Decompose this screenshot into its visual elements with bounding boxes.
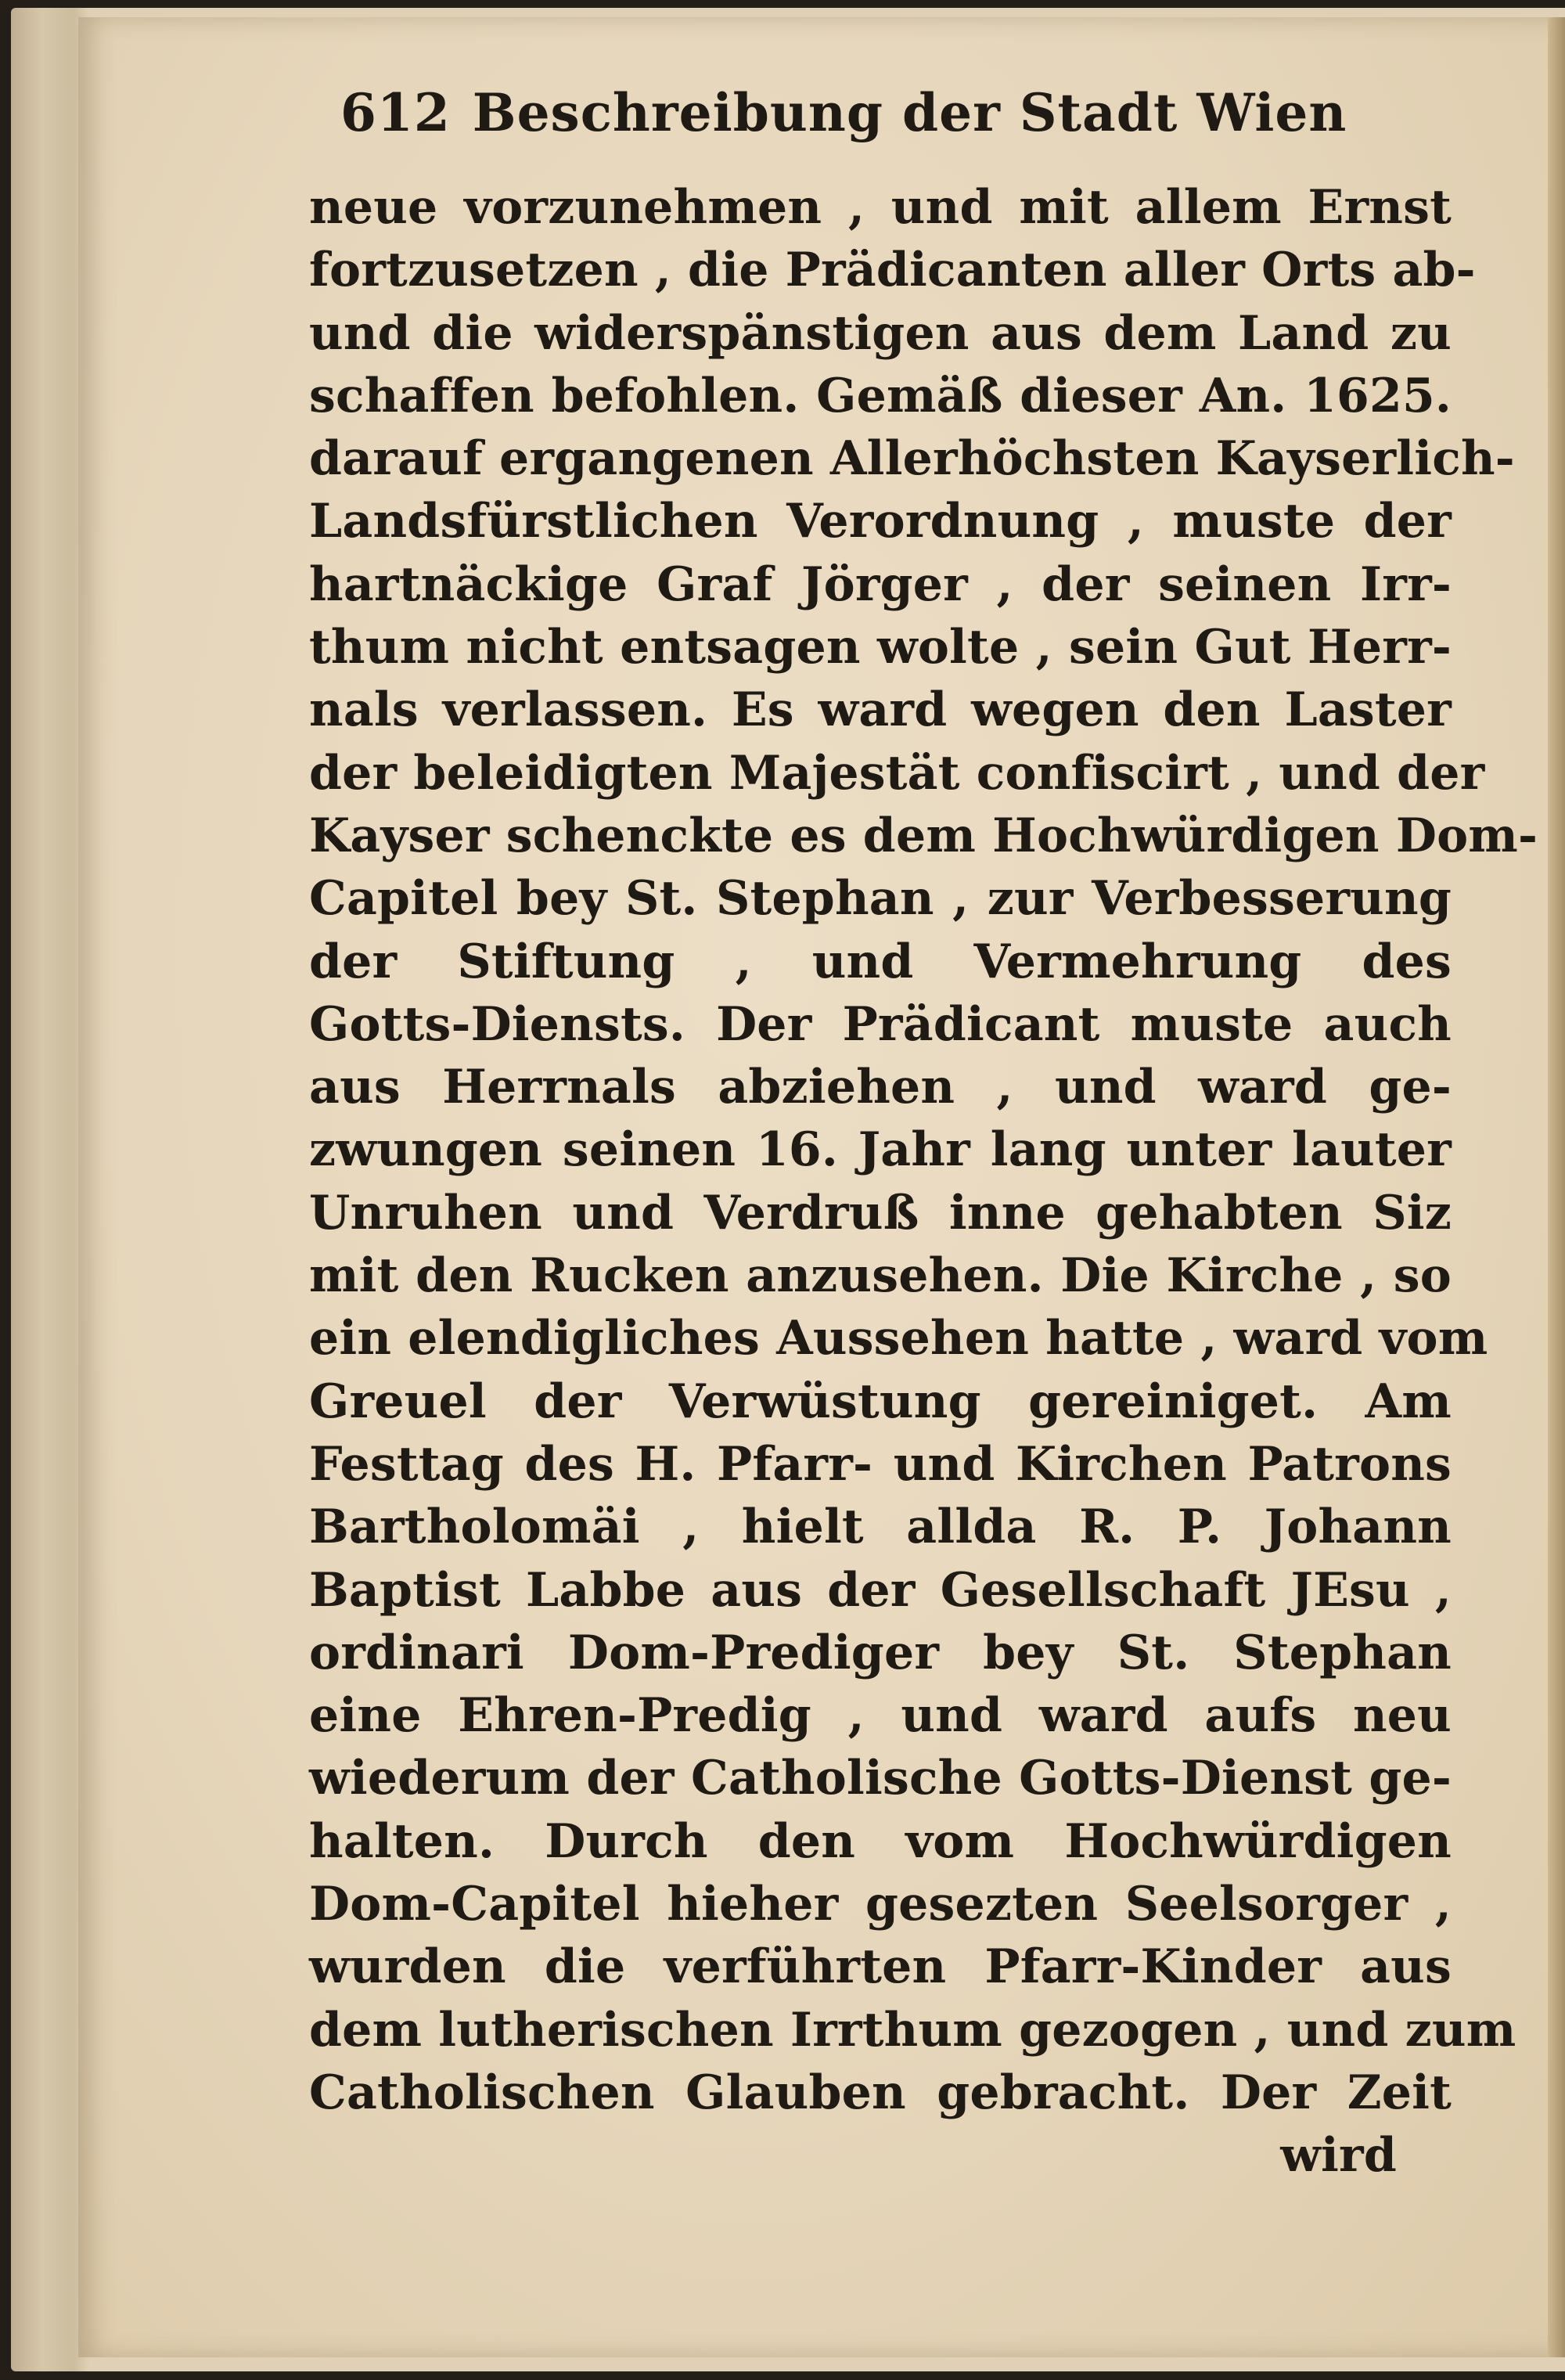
text-line: thum nicht entsagen wolte , sein Gut Herr- [309,620,1452,675]
body-text [309,176,1538,2187]
text-line: und die widerspänstigen aus dem Land zu [309,305,1452,361]
text-line: neue vorzunehmen , und mit allem Ernst [309,180,1452,235]
text-line: Unruhen und Verdruß inne gehabten Siz [309,1185,1452,1240]
text-line: Greuel der Verwüstung gereiniget. Am [309,1374,1452,1429]
text-line: halten. Durch den vom Hochwürdigen [309,1813,1452,1869]
catchword: wird [1280,2128,1397,2184]
text-line: mit den Rucken anzusehen. Die Kirche , so [309,1248,1452,1304]
text-line: der Stiftung , und Vermehrung des [309,934,1452,989]
page-right-edge [1548,17,1565,2357]
text-line: darauf ergangenen Allerhöchsten Kayserlich- [309,431,1515,487]
text-line: fortzusetzen , die Prädicanten aller Orts ab- [309,243,1476,298]
text-line: wiederum der Catholische Gotts-Dienst ge- [309,1751,1452,1806]
page-text-block [309,82,1538,2187]
text-line: Baptist Labbe aus der Gesellschaft JEsu , [309,1562,1452,1618]
text-line: wurden die verführten Pfarr-Kinder aus [309,1939,1452,1995]
text-line: der beleidigten Majestät confiscirt , und der [309,745,1485,801]
text-line: Festtag des H. Pfarr- und Kirchen Patrons [309,1436,1452,1492]
text-line: Capitel bey St. Stephan , zur Verbesserung [309,871,1452,927]
text-line: ordinari Dom-Prediger bey St. Stephan [309,1625,1452,1680]
text-line: eine Ehren-Predig , und ward aufs neu [309,1688,1452,1744]
text-line: aus Herrnals abziehen , und ward ge- [309,1060,1452,1115]
text-line: Dom-Capitel hieher gesezten Seelsorger , [309,1877,1452,1932]
running-header [309,82,1452,176]
text-line: ein elendigliches Aussehen hatte , ward vom [309,1311,1488,1366]
text-line: dem lutherischen Irrthum gezogen , und zum [309,2002,1516,2058]
text-line: Kayser schenckte es dem Hochwürdigen Dom- [309,808,1538,863]
page-number: 612 [340,82,451,143]
text-line: Gotts-Diensts. Der Prädicant muste auch [309,996,1452,1052]
text-line: nals verlassen. Es ward wegen den Laster [309,682,1452,738]
text-line: hartnäckige Graf Jörger , der seinen Irr- [309,556,1452,612]
text-line: Bartholomäi , hielt allda R. P. Johann [309,1500,1452,1555]
text-line: zwungen seinen 16. Jahr lang unter lauter [309,1122,1452,1178]
text-line: schaffen befohlen. Gemäß dieser An. 1625. [309,368,1452,423]
text-line: Landsfürstlichen Verordnung , muste der [309,494,1452,549]
running-title: Beschreibung der Stadt Wien [472,82,1347,143]
text-line: Catholischen Glauben gebracht. Der Zeit [309,2065,1452,2120]
